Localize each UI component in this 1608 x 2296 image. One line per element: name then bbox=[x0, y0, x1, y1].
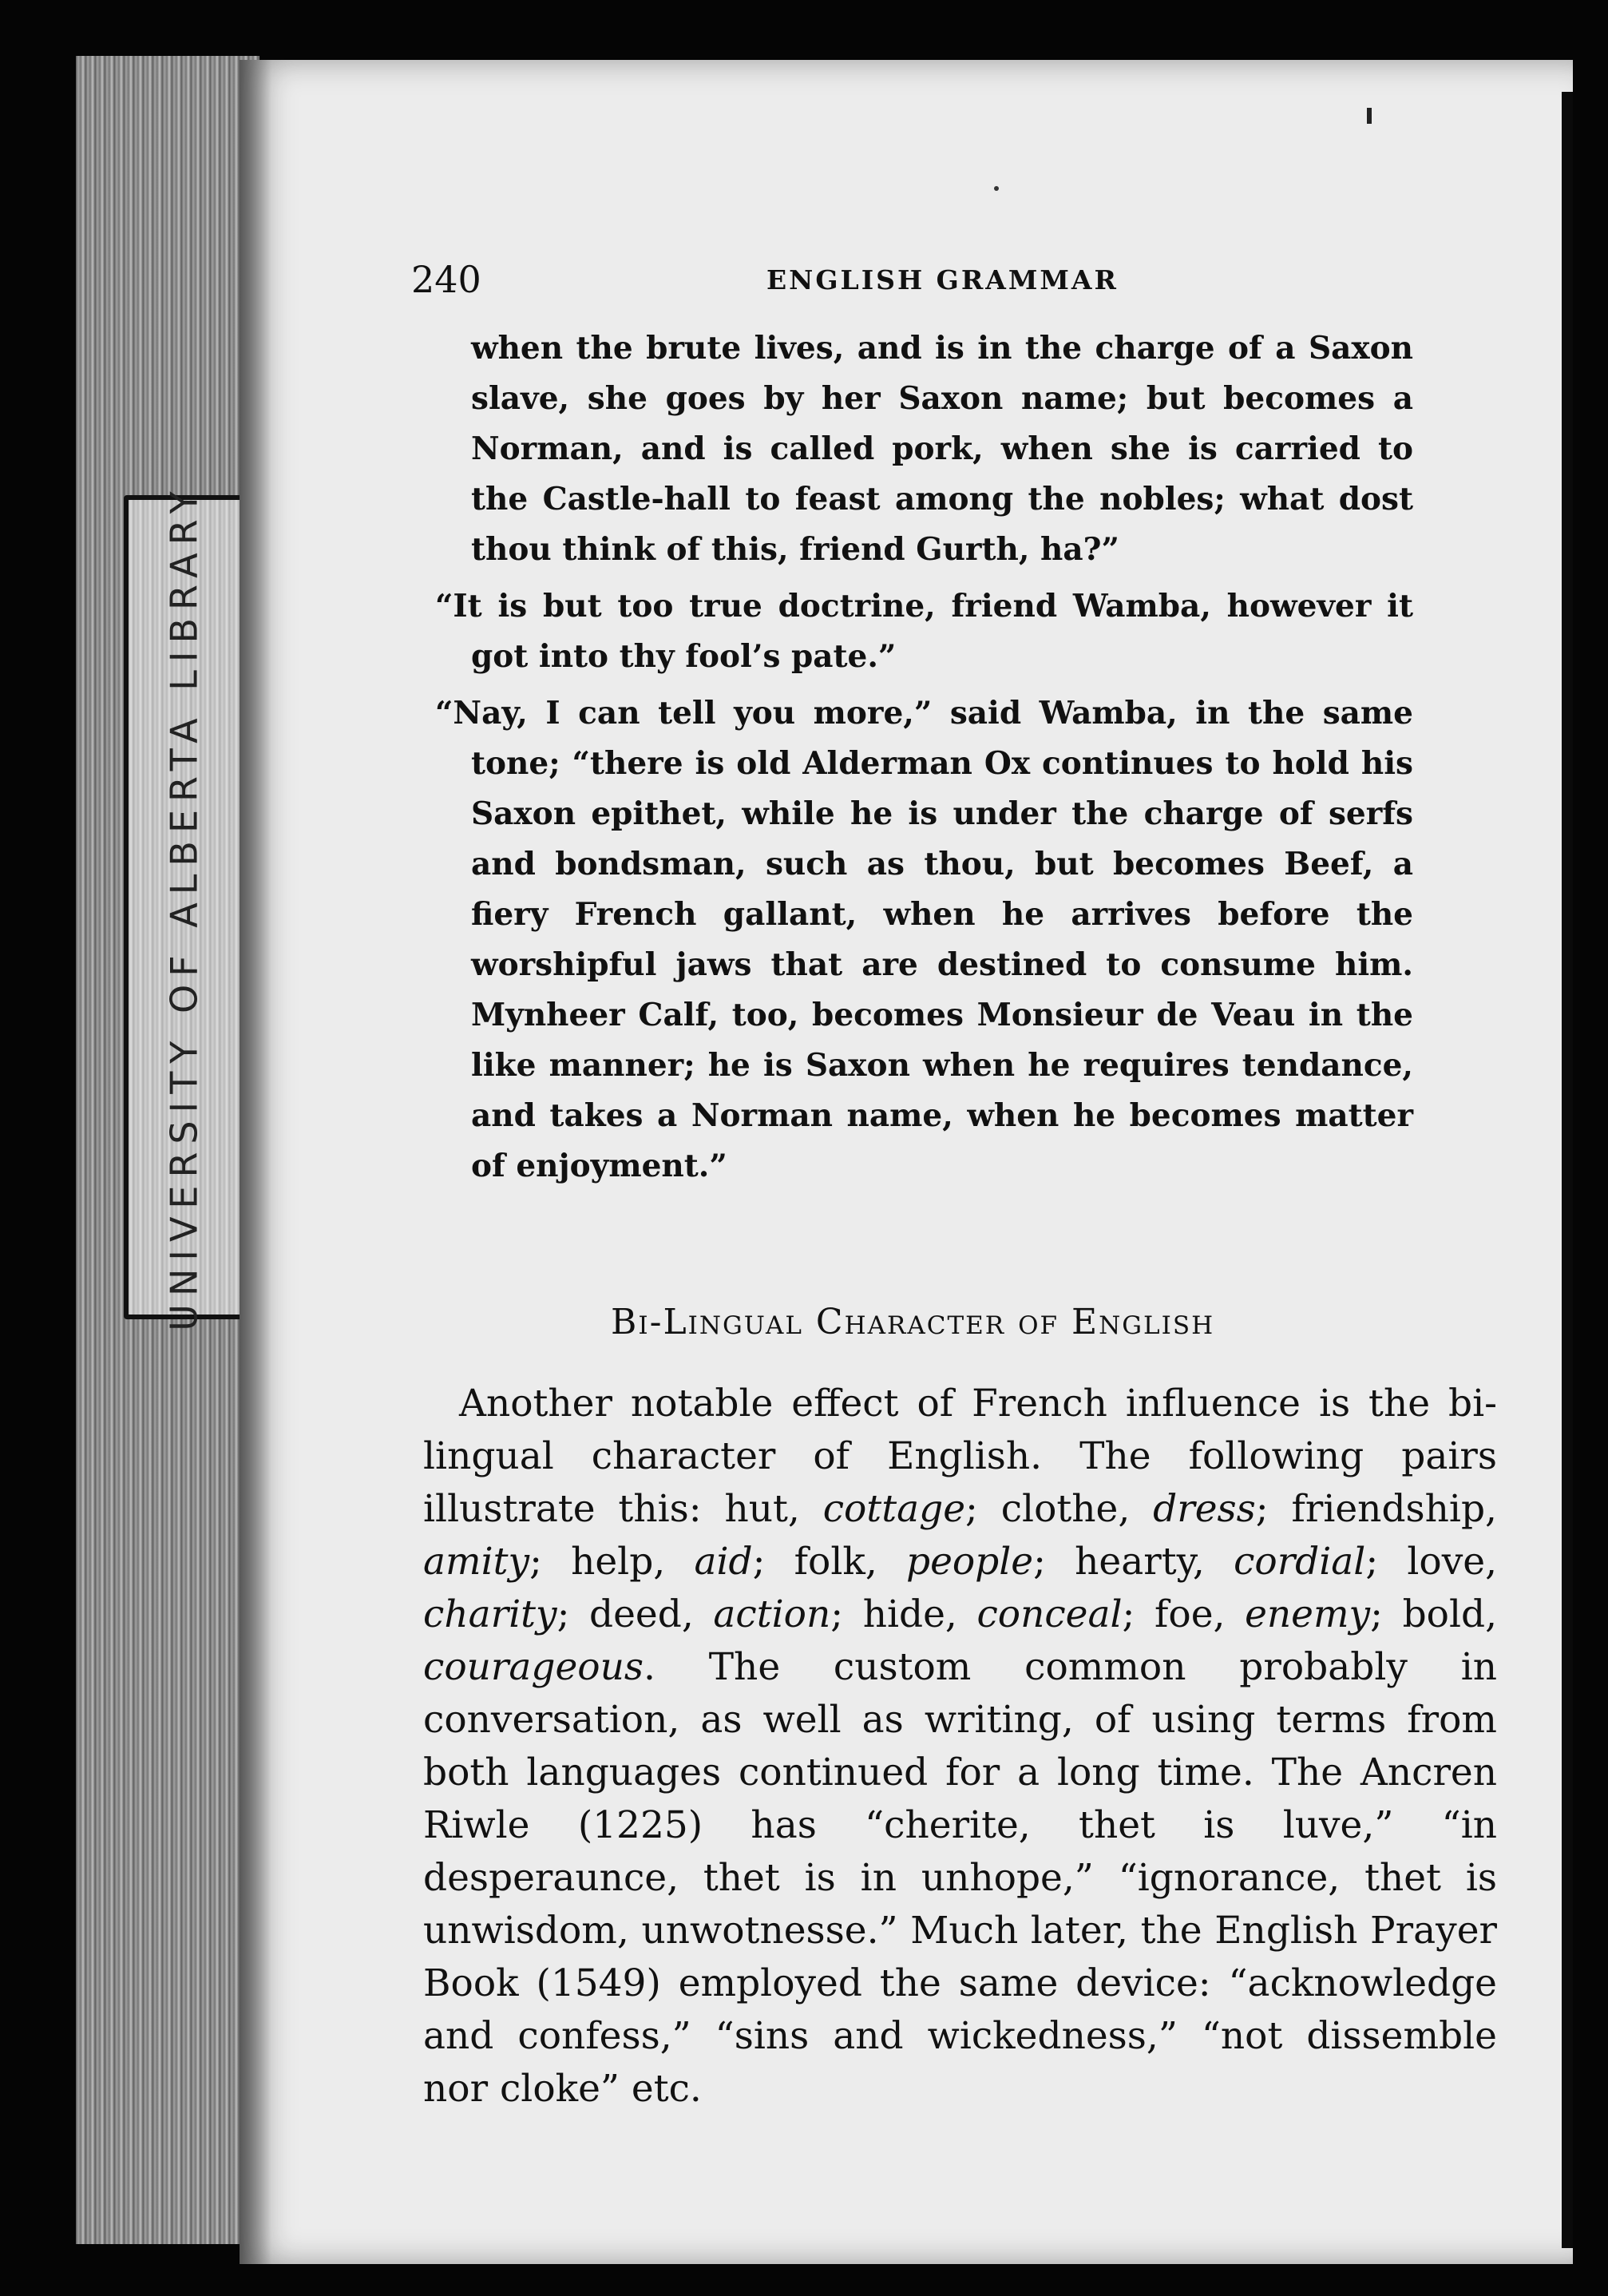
italic-word: amity bbox=[423, 1540, 530, 1584]
page-header bbox=[411, 258, 1449, 306]
italic-word: people bbox=[905, 1540, 1034, 1584]
italic-word: cottage bbox=[822, 1487, 966, 1531]
italic-word: courageous bbox=[423, 1645, 644, 1689]
spine-shadow bbox=[240, 60, 271, 2264]
quote-paragraph: “It is but too true doctrine, friend Wamba, however it got into thy fool’s pate.” bbox=[435, 588, 1413, 675]
section-heading: Bi-Lingual Character of English bbox=[611, 1302, 1215, 1342]
italic-word: charity bbox=[423, 1592, 557, 1636]
quotation-block bbox=[435, 323, 1413, 1198]
body-paragraph-text: Another notable effect of French influence is the bi-lingual character of English. The following pairs illustrate this: hut, cottage; clothe, dress; friendship, amity; help, aid; folk, people; hearty, cordial; love, charity; deed, action; hide, conceal; foe, enemy; bold, courageous. The custom common probably in conversation, as well as writing, of using terms from both languages continued for a long time. The Ancren Riwle (1225) has “cherite, thet is luve,” “in desperaunce, thet is in unhope,” “ignorance, thet is unwisdom, unwotnesse.” Much later, the English Prayer Book (1549) employed the same device: “acknowledge and confess,” “sins and wickedness,” “not dissemble nor cloke” etc. bbox=[423, 1382, 1498, 2111]
page-speck bbox=[994, 186, 999, 191]
right-page-edge bbox=[1562, 92, 1573, 2248]
italic-word: cordial bbox=[1234, 1540, 1366, 1584]
italic-word: conceal bbox=[976, 1592, 1123, 1636]
running-head: ENGLISH GRAMMAR bbox=[766, 264, 1119, 295]
italic-word: dress bbox=[1153, 1487, 1256, 1531]
italic-word: action bbox=[713, 1592, 831, 1636]
italic-word: aid bbox=[694, 1540, 753, 1584]
library-stamp bbox=[124, 483, 245, 1331]
page-number: 240 bbox=[411, 258, 481, 301]
book-page bbox=[240, 60, 1573, 2264]
corner-mark bbox=[1367, 108, 1372, 124]
quote-paragraph: when the brute lives, and is in the charge of a Saxon slave, she goes by her Saxon name; but becomes a Norman, and is called pork, when she is carried to the Castle-hall to feast among the nobles; what dost thou think of this, friend Gurth, ha?” bbox=[471, 330, 1413, 568]
body-paragraph bbox=[423, 1378, 1497, 2116]
quote-paragraph: “Nay, I can tell you more,” said Wamba, in the same tone; “there is old Alderman Ox continues to hold his Saxon epithet, while he is under the charge of serfs and bondsman, such as thou, but becomes Beef, a fiery French gallant, when he arrives before the worshipful jaws that are destined to consume him. Mynheer Calf, too, becomes Monsieur de Veau in the like manner; he is Saxon when he requires tendance, and takes a Norman name, when he becomes matter of enjoyment.” bbox=[435, 695, 1413, 1184]
italic-word: enemy bbox=[1245, 1592, 1371, 1636]
library-stamp-text: UNIVERSITY OF ALBERTA LIBRARY bbox=[162, 483, 206, 1331]
